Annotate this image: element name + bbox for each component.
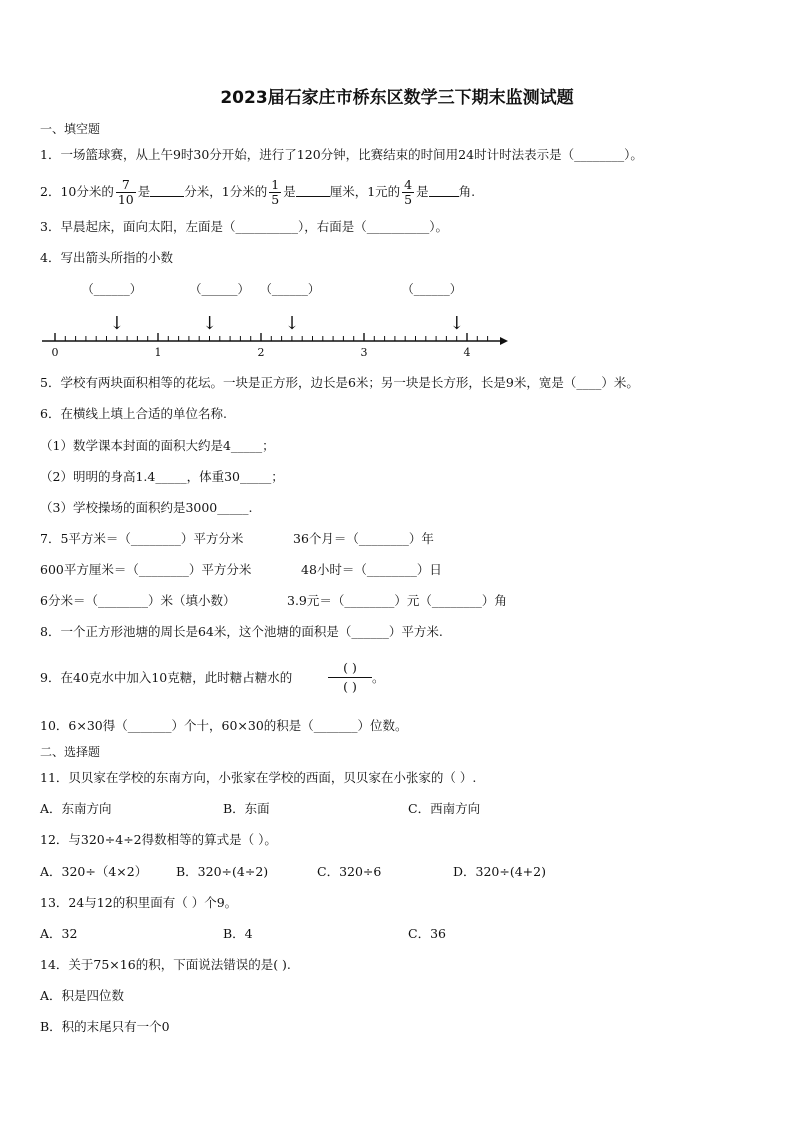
question-14-option-b[interactable]: B．积的末尾只有一个0 bbox=[40, 1019, 170, 1034]
number-line-tick-label: 4 bbox=[463, 346, 471, 359]
question-6-3: （3）学校操场的面积约是3000_____. bbox=[40, 500, 253, 515]
number-line-answer-box[interactable]: （______） bbox=[401, 282, 462, 296]
question-11: 11．贝贝家在学校的东南方向，小张家在学校的西面，贝贝家在小张家的（ ）. bbox=[40, 770, 477, 785]
question-13-option-b[interactable]: B．4 bbox=[223, 926, 253, 941]
number-line-pointer-arrow: ↓ bbox=[449, 313, 465, 334]
section-heading-fill-in: 一、填空题 bbox=[40, 122, 101, 136]
fraction-numerator: ( ) bbox=[328, 659, 372, 678]
page-title: 2023届石家庄市桥东区数学三下期末监测试题 bbox=[220, 88, 574, 108]
question-2-part-b: 是 bbox=[137, 184, 151, 199]
number-line-pointer-arrow: ↓ bbox=[201, 313, 218, 334]
number-line-tick-label: 1 bbox=[154, 346, 162, 359]
question-7-row2-right: 48小时＝（________）日 bbox=[301, 562, 442, 577]
question-13-option-c[interactable]: C．36 bbox=[408, 926, 446, 941]
question-1: 1．一场篮球赛，从上午9时30分开始，进行了120分钟，比赛结束的时间用24时计时法表示是（________）。 bbox=[40, 147, 643, 162]
number-line-arrowhead bbox=[500, 337, 508, 345]
question-9: 9．在40克水中加入10克糖，此时糖占糖水的 bbox=[40, 670, 293, 685]
fraction-1-5 bbox=[269, 178, 281, 207]
question-2-part-g: 角. bbox=[458, 184, 476, 199]
number-line-pointer-arrow: ↓ bbox=[284, 313, 300, 334]
question-3: 3．早晨起床，面向太阳，左面是（__________），右面是（__________）。 bbox=[40, 219, 448, 234]
question-6-1: （1）数学课本封面的面积大约是4_____； bbox=[40, 438, 275, 453]
question-6: 6．在横线上填上合适的单位名称. bbox=[40, 406, 227, 421]
number-line-answer-box[interactable]: （______） bbox=[259, 282, 320, 296]
question-11-option-a[interactable]: A．东南方向 bbox=[40, 801, 112, 816]
question-14-option-a[interactable]: A．积是四位数 bbox=[40, 988, 125, 1003]
number-line-tick-label: 2 bbox=[257, 346, 265, 359]
number-line-pointer-arrow: ↓ bbox=[109, 313, 125, 334]
fraction-7-10 bbox=[116, 178, 136, 207]
question-7-row3-right: 3.9元＝（________）元（________）角 bbox=[287, 593, 507, 608]
question-2 bbox=[40, 174, 475, 210]
question-6-2: （2）明明的身高1.4_____，体重30_____； bbox=[40, 469, 284, 484]
answer-blank[interactable] bbox=[296, 184, 330, 197]
question-11-option-b[interactable]: B．东面 bbox=[223, 801, 270, 816]
question-5: 5．学校有两块面积相等的花坛。一块是正方形，边长是6米；另一块是长方形，长是9米，宽是（____）米。 bbox=[40, 375, 639, 390]
fraction-denominator: 5 bbox=[271, 192, 280, 207]
question-13-option-a[interactable]: A．32 bbox=[40, 926, 78, 941]
fraction-denominator: 5 bbox=[404, 192, 413, 207]
question-12: 12．与320÷4÷2得数相等的算式是（ ）。 bbox=[40, 832, 277, 847]
question-2-part-d: 是 bbox=[283, 184, 296, 199]
answer-blank[interactable] bbox=[429, 184, 459, 197]
fraction-numerator: 7 bbox=[116, 178, 136, 193]
fraction-numerator: 4 bbox=[404, 177, 413, 192]
question-11-option-c[interactable]: C．西南方向 bbox=[408, 801, 481, 816]
question-4: 4．写出箭头所指的小数 bbox=[40, 250, 173, 265]
question-13: 13．24与12的积里面有（ ）个9。 bbox=[40, 895, 238, 910]
question-9-fraction-answer[interactable] bbox=[328, 659, 372, 696]
question-2-part-a: 2．10分米的 bbox=[40, 184, 114, 199]
question-7-row1-right: 36个月＝（________）年 bbox=[293, 531, 434, 546]
section-heading-choice: 二、选择题 bbox=[40, 745, 101, 759]
fraction-denominator: ( ) bbox=[343, 679, 357, 694]
question-7-row2-left: 600平方厘米＝（________）平方分米 bbox=[40, 562, 252, 577]
question-14: 14．关于75×16的积，下面说法错误的是( ). bbox=[40, 957, 291, 972]
question-10: 10．6×30得（_______）个十，60×30的积是（_______）位数。 bbox=[40, 718, 408, 733]
number-line-tick-label: 0 bbox=[51, 346, 59, 359]
fraction-4-5 bbox=[402, 178, 414, 207]
question-2-part-f: 是 bbox=[416, 184, 429, 199]
question-8: 8．一个正方形池塘的周长是64米，这个池塘的面积是（______）平方米. bbox=[40, 624, 443, 639]
fraction-numerator: 1 bbox=[271, 177, 280, 192]
number-line-figure bbox=[0, 278, 794, 362]
question-9-end: 。 bbox=[372, 670, 385, 685]
number-line-answer-box[interactable]: （______） bbox=[189, 282, 250, 296]
question-12-option-b[interactable]: B．320÷(4÷2) bbox=[176, 864, 269, 879]
fraction-denominator: 10 bbox=[117, 192, 134, 207]
number-line-answer-box[interactable]: （______） bbox=[81, 282, 142, 296]
question-12-option-a[interactable]: A．320÷（4×2） bbox=[40, 864, 148, 879]
question-2-part-e: 厘米，1元的 bbox=[329, 184, 401, 199]
question-7-row1-left: 7．5平方米＝（________）平方分米 bbox=[40, 531, 244, 546]
answer-blank[interactable] bbox=[150, 184, 184, 197]
question-2-part-c: 分米，1分米的 bbox=[184, 184, 268, 199]
question-12-option-d[interactable]: D．320÷(4+2) bbox=[453, 864, 546, 879]
number-line-tick-label: 3 bbox=[360, 346, 368, 359]
question-12-option-c[interactable]: C．320÷6 bbox=[317, 864, 382, 879]
question-7-row3-left: 6分米＝（________）米（填小数） bbox=[40, 593, 236, 608]
